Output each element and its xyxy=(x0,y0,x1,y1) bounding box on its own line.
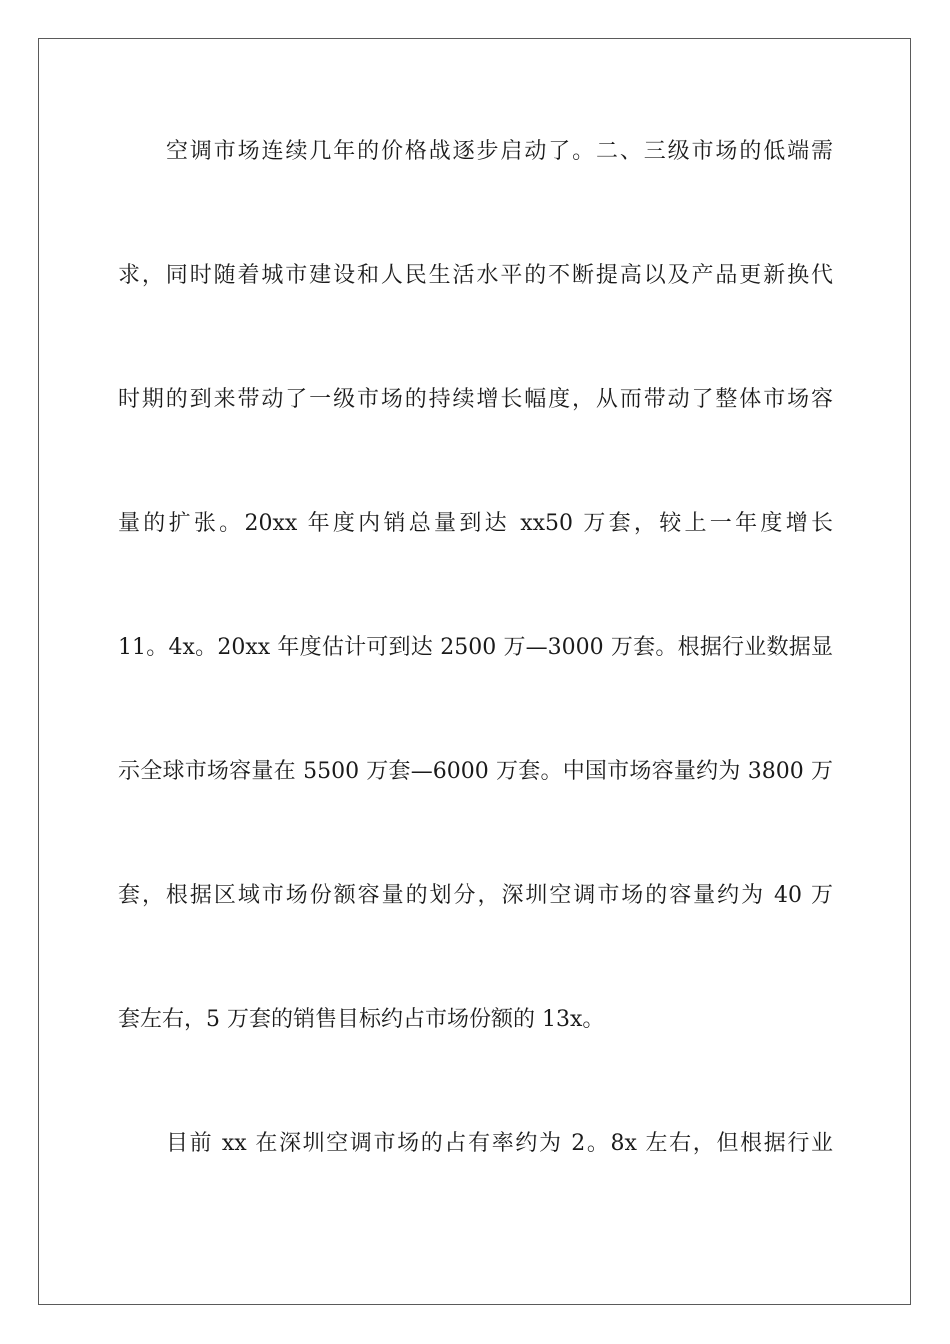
paragraph-1-line-6: 示全球市场容量在 5500 万套—6000 万套。中国市场容量约为 3800 万 xyxy=(118,759,833,784)
paragraph-1-line-5: 11。4x。20xx 年度估计可到达 2500 万—3000 万套。根据行业数据显 xyxy=(118,635,833,660)
page-border xyxy=(38,38,911,1305)
paragraph-1-line-2: 求，同时随着城市建设和人民生活水平的不断提高以及产品更新换代 xyxy=(118,263,833,288)
paragraph-1-line-1: 空调市场连续几年的价格战逐步启动了。二、三级市场的低端需 xyxy=(166,139,833,164)
paragraph-1-line-3: 时期的到来带动了一级市场的持续增长幅度，从而带动了整体市场容 xyxy=(118,387,833,412)
paragraph-1-line-7: 套，根据区域市场份额容量的划分，深圳空调市场的容量约为 40 万 xyxy=(118,883,833,908)
paragraph-2-line-1: 目前 xx 在深圳空调市场的占有率约为 2。8x 左右，但根据行业 xyxy=(166,1131,833,1156)
paragraph-1-line-8: 套左右，5 万套的销售目标约占市场份额的 13x。 xyxy=(118,1007,605,1032)
paragraph-1-line-4: 量的扩张。20xx 年度内销总量到达 xx50 万套，较上一年度增长 xyxy=(118,511,833,536)
